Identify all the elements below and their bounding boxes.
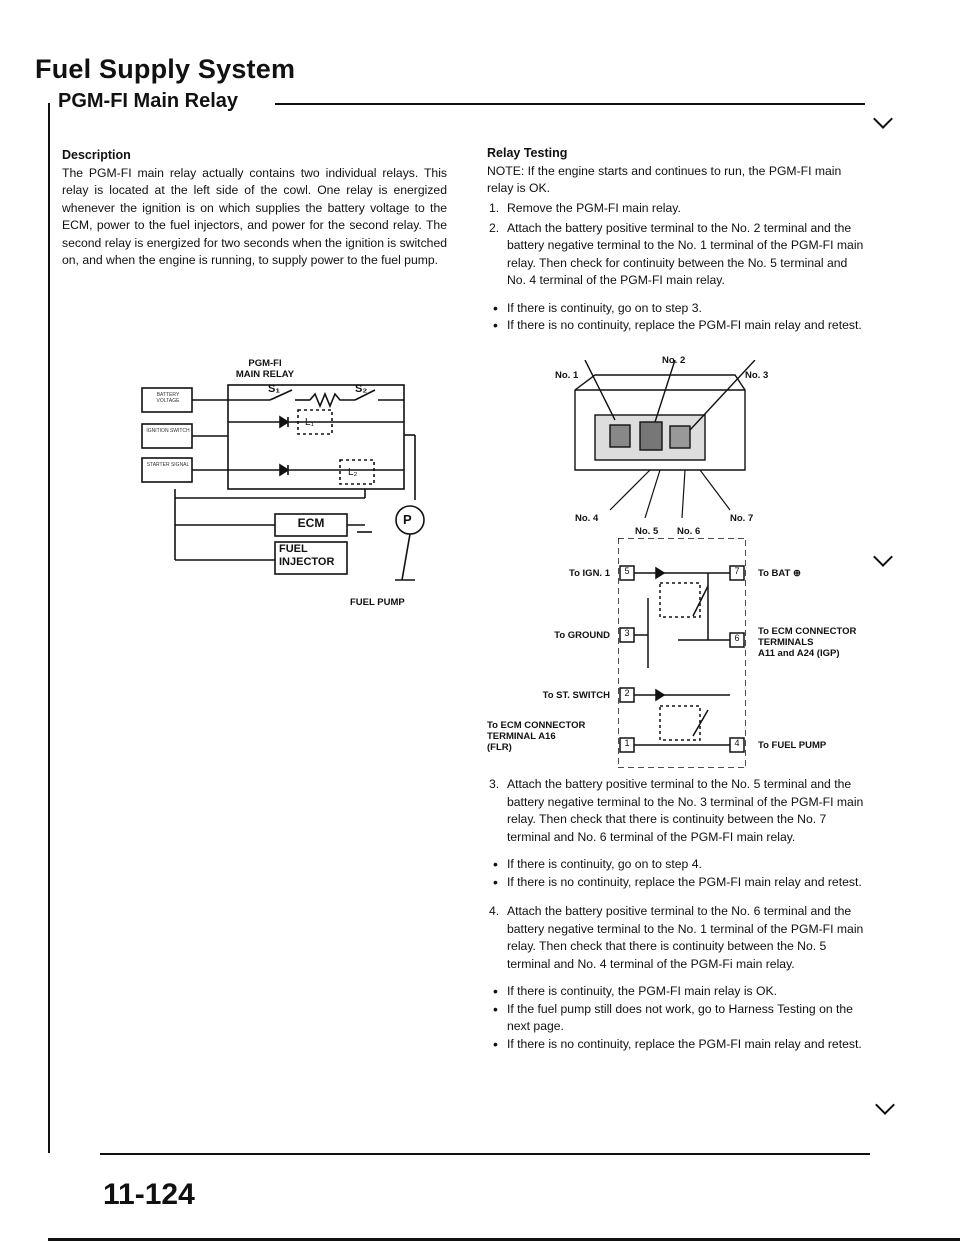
fuel-pump-label: FUEL PUMP [350, 597, 405, 608]
starter-signal-label: STARTER SIGNAL [146, 462, 190, 468]
switch-s2-label: S₂ [355, 383, 368, 395]
relay-no1: No. 1 [555, 370, 579, 381]
pin-7: 7 [734, 566, 740, 576]
ignition-switch-label: IGNITION SWITCH [146, 428, 190, 434]
step-4-bullet-2: • If the fuel pump still does not work, go to Harness Testing on the next page. [487, 1001, 865, 1036]
description-section [62, 147, 447, 270]
page-number: 11-124 [103, 1178, 195, 1211]
description-text: The PGM-FI main relay actually contains two individual relays. This relay is located at the left side of the cowl. One relay is energized whenever the ignition is on which supplies the battery voltage to the ECM, power to the fuel injectors, and power for the second relay. The second relay is energized for two seconds when the ignition is switched on, and when the engine is running, to supply power to the fuel pump. [62, 165, 447, 267]
label-to-fuel-pump: To FUEL PUMP [758, 740, 827, 751]
step-3-number: 3. [489, 777, 500, 791]
schematic-title-2: MAIN RELAY [235, 369, 295, 380]
fuel-injector-line-2: INJECTOR [279, 556, 335, 568]
left-rule [48, 103, 50, 1153]
step-4-bullet-3: • If there is no continuity, replace the PGM-FI main relay and retest. [487, 1036, 865, 1054]
step-4-text: Attach the battery positive terminal to the No. 6 terminal and the battery negative terminal to the No. 1 terminal of the PGM-FI main relay. Then check that there is continuity between the No. 5 terminal and No. 4 terminal of the PGM-Fi main relay. [507, 904, 864, 971]
switch-s1-label: S₁ [268, 383, 280, 395]
step-3 [487, 776, 865, 846]
margin-mark-3 [875, 1095, 895, 1115]
bottom-edge-rule [48, 1238, 960, 1241]
relay-testing-section [487, 145, 867, 209]
ecm-label: ECM [297, 516, 325, 530]
step-2-bullet-2: • If there is no continuity, replace the PGM-FI main relay and retest. [487, 317, 865, 335]
label-to-ecm-connector: To ECM CONNECTOR [487, 720, 586, 731]
step-4-bullet-1: • If there is continuity, the PGM-FI main relay is OK. [487, 983, 865, 1001]
fuel-injector-line-1: FUEL [279, 543, 308, 555]
pin-1: 1 [624, 738, 630, 748]
relay-no7: No. 7 [730, 513, 754, 524]
pin-4: 4 [734, 738, 740, 748]
footer-rule [100, 1153, 870, 1155]
relay-no6: No. 6 [677, 526, 701, 537]
section-subtitle: PGM-FI Main Relay [58, 90, 239, 112]
margin-mark-2 [873, 547, 893, 567]
label-to-ecm-connector-right: To ECM CONNECTOR [758, 626, 857, 637]
pin-3: 3 [624, 628, 630, 638]
margin-mark-1 [873, 109, 893, 129]
step-4 [487, 903, 865, 973]
label-to-bat: To BAT ⊕ [758, 568, 801, 579]
label-to-st-switch: To ST. SWITCH [542, 690, 610, 701]
pin-6: 6 [734, 633, 740, 643]
relay-testing-note: NOTE: If the engine starts and continues to run, the PGM-FI main relay is OK. [487, 163, 842, 195]
step-3-bullet-1: • If there is continuity, go on to step 4. [487, 856, 865, 874]
description-heading: Description [62, 148, 131, 162]
step-4-number: 4. [489, 904, 500, 918]
relay-no4: No. 4 [575, 513, 599, 524]
step-1 [487, 200, 865, 218]
relay-testing-heading: Relay Testing [487, 146, 568, 160]
step-1-text: Remove the PGM-FI main relay. [507, 201, 681, 215]
step-2-number: 2. [489, 220, 500, 235]
label-a11-a24: A11 and A24 (IGP) [758, 648, 840, 659]
step-3-text: Attach the battery positive terminal to the No. 5 terminal and the battery negative terminal to the No. 3 terminal of the PGM-FI main relay. Then check that there is continuity between the No. 7 terminal and No. 6 terminal of the PGM-FI main relay. [507, 777, 864, 844]
step-2 [487, 220, 865, 290]
schematic-title-1: PGM-FI [248, 358, 282, 369]
label-terminals: TERMINALS [758, 637, 814, 648]
page-title: Fuel Supply System [35, 54, 296, 84]
pin-5: 5 [624, 566, 630, 576]
header-rule [275, 103, 865, 105]
battery-voltage-label: BATTERY VOLTAGE [156, 392, 180, 404]
steps-1-2 [487, 200, 865, 335]
label-to-ign1: To IGN. 1 [569, 568, 610, 579]
relay-pin-leaders [590, 470, 750, 520]
relay-no2: No. 2 [662, 355, 686, 366]
relay-no5: No. 5 [635, 526, 659, 537]
relay-no3: No. 3 [745, 370, 769, 381]
step-2-text: Attach the battery positive terminal to the No. 2 terminal and the battery negative terminal to the No. 1 terminal of the PGM-FI main relay. Then check for continuity between the No. 5 terminal and No. 4 terminal of the PGM-FI main relay. [507, 220, 864, 287]
pin-2: 2 [624, 688, 630, 698]
label-terminal-a16: TERMINAL A16 [487, 731, 556, 742]
step-1-number: 1. [489, 201, 500, 215]
coil-l2-label: L₂ [348, 467, 358, 478]
pump-symbol-label: P [403, 512, 412, 527]
steps-3-4 [487, 776, 865, 1053]
step-2-bullet-1: • If there is continuity, go on to step 3. [487, 300, 865, 318]
coil-l1-label: L₁ [305, 417, 314, 428]
terminal-schematic [618, 538, 746, 768]
label-to-ground: To GROUND [554, 630, 610, 641]
fuel-injector-label [279, 543, 334, 569]
label-flr: (FLR) [487, 742, 512, 753]
step-3-bullet-2: • If there is no continuity, replace the PGM-FI main relay and retest. [487, 874, 865, 892]
